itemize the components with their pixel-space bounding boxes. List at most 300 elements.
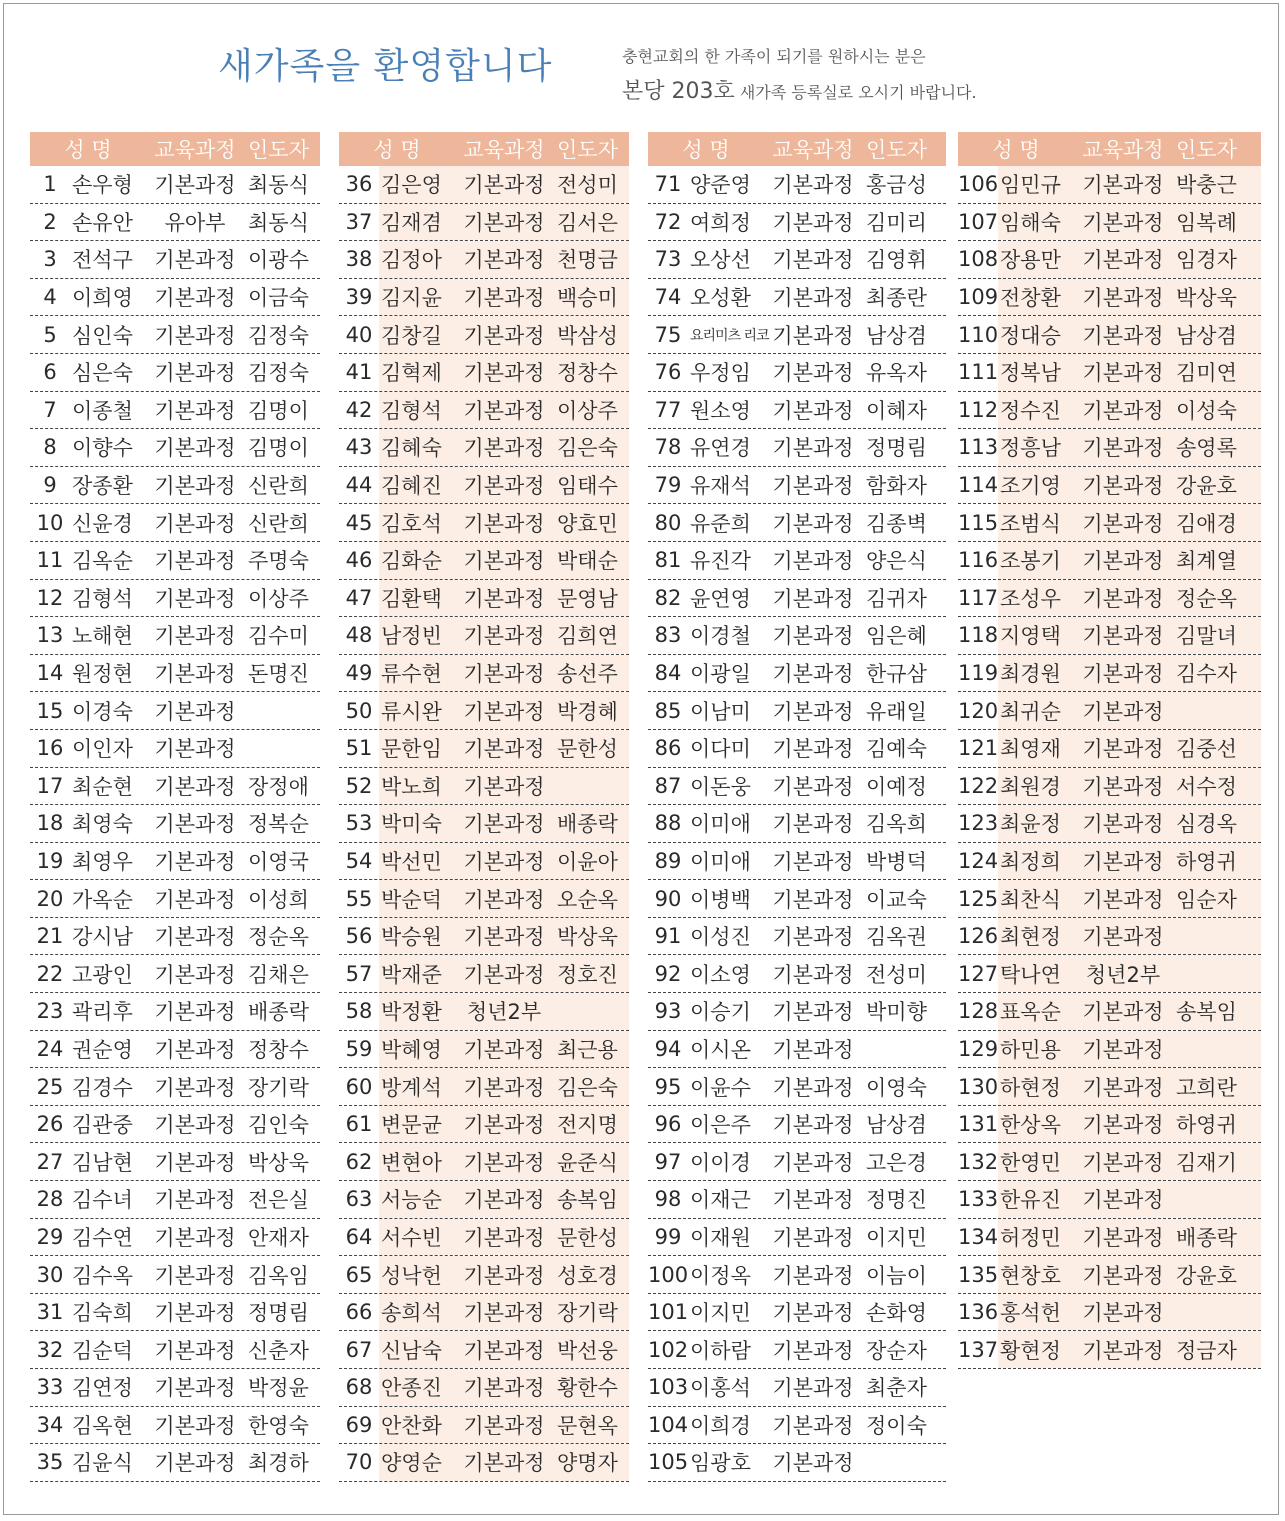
member-guide: 정창수 <box>248 1037 309 1062</box>
member-row <box>958 692 1261 730</box>
member-number: 79 <box>654 473 682 498</box>
member-row <box>648 692 946 730</box>
member-guide: 오순옥 <box>553 880 629 917</box>
member-row <box>30 1143 320 1181</box>
member-name: 유준희 <box>690 511 751 536</box>
member-course: 기본과정 <box>455 1369 553 1406</box>
member-number: 76 <box>654 360 682 385</box>
member-number: 16 <box>36 736 64 761</box>
member-guide: 장기락 <box>248 1075 309 1100</box>
member-row <box>648 1444 946 1482</box>
member-guide: 김미리 <box>866 210 927 235</box>
member-course: 기본과정 <box>455 429 553 466</box>
member-row <box>339 241 629 279</box>
member-guide: 송선주 <box>553 655 629 692</box>
member-name: 김숙희 <box>72 1301 133 1326</box>
member-guide: 임태수 <box>553 467 629 504</box>
member-guide: 임은혜 <box>866 624 927 649</box>
member-row <box>648 1068 946 1106</box>
member-name: 정흥남 <box>998 429 1074 466</box>
member-number: 80 <box>654 510 682 535</box>
member-number: 68 <box>345 1375 373 1400</box>
member-guide: 문한성 <box>553 730 629 767</box>
member-number: 54 <box>345 848 373 873</box>
member-row <box>648 429 946 467</box>
member-name: 박승원 <box>379 918 455 955</box>
member-number: 57 <box>345 961 373 986</box>
member-number: 133 <box>958 1187 999 1212</box>
member-name: 이이경 <box>690 1150 751 1175</box>
member-guide <box>862 1031 946 1068</box>
member-guide: 최근용 <box>553 1031 629 1068</box>
member-row <box>648 166 946 204</box>
member-guide: 박상욱 <box>1172 279 1261 316</box>
member-row <box>30 1294 320 1332</box>
member-row <box>30 1331 320 1369</box>
member-course: 기본과정 <box>772 210 854 235</box>
member-guide: 최경하 <box>248 1451 309 1476</box>
member-row <box>30 316 320 354</box>
member-name: 이미애 <box>690 812 751 837</box>
member-name: 유재석 <box>690 474 751 499</box>
member-row <box>958 880 1261 918</box>
member-number: 32 <box>36 1337 64 1362</box>
member-row <box>339 429 629 467</box>
member-name: 조봉기 <box>998 542 1074 579</box>
member-course: 기본과정 <box>772 812 854 837</box>
header-name: 성 명 <box>992 138 1040 162</box>
member-row <box>648 1106 946 1144</box>
member-name: 이윤수 <box>690 1075 751 1100</box>
member-number: 83 <box>654 623 682 648</box>
member-course: 기본과정 <box>455 1407 553 1444</box>
member-course: 기본과정 <box>455 1331 553 1368</box>
member-row <box>648 1256 946 1294</box>
member-name: 이정옥 <box>690 1263 751 1288</box>
member-guide: 김은숙 <box>553 429 629 466</box>
member-column-4 <box>958 132 1261 1369</box>
member-name: 박미숙 <box>379 805 455 842</box>
member-row <box>958 204 1261 242</box>
member-guide: 심경옥 <box>1172 805 1261 842</box>
member-name: 이경철 <box>690 624 751 649</box>
member-guide <box>1172 918 1261 955</box>
member-name: 권순영 <box>72 1037 133 1062</box>
member-name: 이병백 <box>690 887 751 912</box>
member-guide: 송복임 <box>553 1181 629 1218</box>
member-name: 김옥순 <box>72 549 133 574</box>
member-number: 92 <box>654 961 682 986</box>
member-number: 135 <box>958 1262 999 1287</box>
member-guide: 임순자 <box>1172 880 1261 917</box>
member-guide: 정순옥 <box>1172 580 1261 617</box>
member-guide: 전성미 <box>866 962 927 987</box>
member-course: 기본과정 <box>154 586 236 611</box>
member-row <box>958 279 1261 317</box>
member-course: 기본과정 <box>772 361 854 386</box>
member-guide: 서수정 <box>1172 768 1261 805</box>
member-row <box>339 504 629 542</box>
member-number: 107 <box>958 209 999 234</box>
member-guide: 박삼성 <box>553 316 629 353</box>
header-guide: 인도자 <box>557 138 618 162</box>
member-name: 김정아 <box>379 241 455 278</box>
member-course: 청년2부 <box>455 993 553 1030</box>
member-row <box>339 692 629 730</box>
member-number: 113 <box>958 435 999 460</box>
member-row <box>339 1143 629 1181</box>
member-row <box>339 1294 629 1332</box>
member-course: 기본과정 <box>455 1068 553 1105</box>
member-guide: 박경혜 <box>553 692 629 729</box>
registration-note-line1: 충현교회의 한 가족이 되기를 원하시는 분은 <box>622 47 926 66</box>
member-name: 노해현 <box>72 624 133 649</box>
member-row <box>339 580 629 618</box>
member-guide: 임복례 <box>1172 204 1261 241</box>
member-number: 4 <box>43 285 57 310</box>
member-number: 136 <box>958 1300 999 1325</box>
member-number: 90 <box>654 886 682 911</box>
member-guide: 이윤아 <box>553 843 629 880</box>
header-course: 교육과정 <box>1082 138 1164 162</box>
member-name: 손유안 <box>72 210 133 235</box>
member-number: 61 <box>345 1112 373 1137</box>
member-number: 1 <box>43 172 57 197</box>
member-course: 기본과정 <box>154 474 236 499</box>
member-name: 최원경 <box>998 768 1074 805</box>
member-course: 기본과정 <box>455 918 553 955</box>
member-course: 기본과정 <box>154 286 236 311</box>
member-guide: 이지민 <box>866 1225 927 1250</box>
member-number: 98 <box>654 1187 682 1212</box>
member-name: 조기영 <box>998 467 1074 504</box>
member-number: 40 <box>345 322 373 347</box>
member-number: 91 <box>654 924 682 949</box>
member-number: 89 <box>654 848 682 873</box>
member-name: 유진각 <box>690 549 751 574</box>
member-number: 118 <box>958 623 999 648</box>
member-guide: 하영귀 <box>1172 843 1261 880</box>
member-number: 35 <box>36 1450 64 1475</box>
member-guide: 박상욱 <box>248 1150 309 1175</box>
member-row <box>958 542 1261 580</box>
member-number: 123 <box>958 811 999 836</box>
member-row <box>30 730 320 768</box>
member-guide: 정창수 <box>553 354 629 391</box>
member-course: 기본과정 <box>455 768 553 805</box>
member-course: 기본과정 <box>772 1376 854 1401</box>
member-name: 하현정 <box>998 1068 1074 1105</box>
member-name: 이미애 <box>690 849 751 874</box>
member-guide <box>1172 1031 1261 1068</box>
member-course: 기본과정 <box>1074 1256 1172 1293</box>
member-number: 71 <box>654 172 682 197</box>
member-name: 이재원 <box>690 1225 751 1250</box>
member-row <box>648 1181 946 1219</box>
member-course: 기본과정 <box>455 1143 553 1180</box>
member-row <box>30 166 320 204</box>
member-number: 81 <box>654 548 682 573</box>
member-course: 기본과정 <box>1074 730 1172 767</box>
member-guide: 신춘자 <box>248 1338 309 1363</box>
member-name: 여희정 <box>690 210 751 235</box>
member-course: 기본과정 <box>772 1037 854 1062</box>
member-row <box>339 918 629 956</box>
member-guide: 이상주 <box>553 392 629 429</box>
member-course: 기본과정 <box>154 549 236 574</box>
member-name: 김재겸 <box>379 204 455 241</box>
member-name: 심인숙 <box>72 323 133 348</box>
member-course: 기본과정 <box>1074 241 1172 278</box>
member-number: 110 <box>958 322 999 347</box>
member-course: 기본과정 <box>455 166 553 203</box>
member-number: 11 <box>36 548 64 573</box>
member-row <box>30 392 320 430</box>
member-guide: 최종란 <box>866 286 927 311</box>
member-number: 134 <box>958 1224 999 1249</box>
member-row <box>30 1106 320 1144</box>
member-name: 윤연영 <box>690 586 751 611</box>
member-row <box>30 805 320 843</box>
member-course: 기본과정 <box>455 1106 553 1143</box>
member-guide: 남상겸 <box>1172 316 1261 353</box>
member-row <box>339 880 629 918</box>
member-course: 기본과정 <box>154 1037 236 1062</box>
member-guide: 손화영 <box>866 1301 927 1326</box>
member-row <box>648 843 946 881</box>
member-guide: 김명이 <box>248 398 309 423</box>
member-number: 88 <box>654 811 682 836</box>
member-row <box>339 204 629 242</box>
member-row <box>958 354 1261 392</box>
member-course: 기본과정 <box>772 474 854 499</box>
member-name: 최경원 <box>998 655 1074 692</box>
member-guide: 윤준식 <box>553 1143 629 1180</box>
member-row <box>648 955 946 993</box>
member-course: 기본과정 <box>1074 1181 1172 1218</box>
member-number: 121 <box>958 736 999 761</box>
member-name: 김연정 <box>72 1376 133 1401</box>
member-course: 기본과정 <box>154 361 236 386</box>
member-row <box>339 1031 629 1069</box>
member-number: 18 <box>36 811 64 836</box>
member-row <box>339 768 629 806</box>
member-row <box>958 730 1261 768</box>
member-course: 기본과정 <box>1074 279 1172 316</box>
member-course: 기본과정 <box>1074 354 1172 391</box>
member-name: 이돈웅 <box>690 774 751 799</box>
member-name: 요리미츠 리코 <box>690 327 769 344</box>
member-row <box>30 580 320 618</box>
member-guide: 최동식 <box>248 210 309 235</box>
member-number: 105 <box>648 1450 689 1475</box>
member-row <box>339 1407 629 1445</box>
member-number: 119 <box>958 661 999 686</box>
member-number: 94 <box>654 1036 682 1061</box>
member-guide: 김종벽 <box>866 511 927 536</box>
member-course: 기본과정 <box>154 398 236 423</box>
member-guide: 김수미 <box>248 624 309 649</box>
member-row <box>30 617 320 655</box>
member-name: 김수녀 <box>72 1188 133 1213</box>
member-course: 기본과정 <box>154 925 236 950</box>
member-name: 김수연 <box>72 1225 133 1250</box>
member-number: 44 <box>345 473 373 498</box>
member-row <box>30 279 320 317</box>
member-number: 95 <box>654 1074 682 1099</box>
member-guide: 정호진 <box>553 955 629 992</box>
member-number: 48 <box>345 623 373 648</box>
member-number: 109 <box>958 285 999 310</box>
member-course: 기본과정 <box>455 354 553 391</box>
member-number: 12 <box>36 585 64 610</box>
member-row <box>958 241 1261 279</box>
member-number: 108 <box>958 247 999 272</box>
member-guide <box>1172 1294 1261 1331</box>
member-row <box>30 542 320 580</box>
member-course: 기본과정 <box>1074 316 1172 353</box>
member-number: 77 <box>654 397 682 422</box>
member-name: 최귀순 <box>998 692 1074 729</box>
member-row <box>30 692 320 730</box>
member-guide: 유래일 <box>866 699 927 724</box>
member-guide: 이성숙 <box>1172 392 1261 429</box>
member-guide: 김옥권 <box>866 925 927 950</box>
member-course: 기본과정 <box>772 1338 854 1363</box>
member-guide: 신란희 <box>248 511 309 536</box>
member-row <box>339 467 629 505</box>
member-number: 41 <box>345 360 373 385</box>
member-name: 신남숙 <box>379 1331 455 1368</box>
member-number: 126 <box>958 924 999 949</box>
member-name: 전창환 <box>998 279 1074 316</box>
member-row <box>339 354 629 392</box>
member-row <box>958 768 1261 806</box>
member-course: 기본과정 <box>154 511 236 536</box>
member-course: 기본과정 <box>154 248 236 273</box>
member-course: 기본과정 <box>1074 617 1172 654</box>
member-course: 기본과정 <box>1074 429 1172 466</box>
member-number: 75 <box>654 322 682 347</box>
column-header <box>648 132 946 166</box>
member-course: 기본과정 <box>772 737 854 762</box>
member-name: 박노희 <box>379 768 455 805</box>
member-name: 양준영 <box>690 173 751 198</box>
member-guide: 최춘자 <box>866 1376 927 1401</box>
member-number: 137 <box>958 1337 999 1362</box>
member-name: 김경수 <box>72 1075 133 1100</box>
member-row <box>648 316 946 354</box>
member-guide: 배종락 <box>1172 1219 1261 1256</box>
member-row <box>30 1369 320 1407</box>
member-name: 이소영 <box>690 962 751 987</box>
member-row <box>30 1256 320 1294</box>
member-guide: 고희란 <box>1172 1068 1261 1105</box>
member-number: 114 <box>958 473 999 498</box>
member-name: 이시온 <box>690 1037 751 1062</box>
member-name: 이종철 <box>72 398 133 423</box>
member-column-2 <box>339 132 629 1482</box>
member-number: 46 <box>345 548 373 573</box>
member-name: 유연경 <box>690 436 751 461</box>
member-number: 104 <box>648 1412 689 1437</box>
member-number: 53 <box>345 811 373 836</box>
header-name: 성 명 <box>64 138 112 162</box>
member-guide: 백승미 <box>553 279 629 316</box>
member-number: 56 <box>345 924 373 949</box>
member-number: 25 <box>36 1074 64 1099</box>
member-name: 임민규 <box>998 166 1074 203</box>
member-course: 기본과정 <box>154 436 236 461</box>
member-guide: 김희연 <box>553 617 629 654</box>
member-name: 전석구 <box>72 248 133 273</box>
member-number: 130 <box>958 1074 999 1099</box>
member-row <box>30 241 320 279</box>
member-guide: 김명이 <box>248 436 309 461</box>
member-guide <box>1172 1181 1261 1218</box>
member-guide: 문현옥 <box>553 1407 629 1444</box>
member-guide: 남상겸 <box>866 1113 927 1138</box>
member-course: 기본과정 <box>154 1225 236 1250</box>
member-course: 기본과정 <box>772 887 854 912</box>
member-number: 106 <box>958 172 999 197</box>
member-course: 기본과정 <box>455 730 553 767</box>
member-number: 58 <box>345 999 373 1024</box>
member-number: 27 <box>36 1149 64 1174</box>
member-name: 서능순 <box>379 1181 455 1218</box>
member-row <box>958 1068 1261 1106</box>
member-row <box>339 1219 629 1257</box>
member-guide <box>1172 955 1261 992</box>
member-row <box>339 655 629 693</box>
member-row <box>648 467 946 505</box>
member-name: 서수빈 <box>379 1219 455 1256</box>
member-guide: 김수자 <box>1172 655 1261 692</box>
member-row <box>30 504 320 542</box>
member-number: 73 <box>654 247 682 272</box>
member-name: 김형석 <box>379 392 455 429</box>
member-number: 111 <box>958 360 999 385</box>
member-course: 기본과정 <box>154 1000 236 1025</box>
member-name: 황현정 <box>998 1331 1074 1368</box>
member-name: 이희경 <box>690 1413 751 1438</box>
member-number: 5 <box>43 322 57 347</box>
member-guide: 한영숙 <box>248 1413 309 1438</box>
member-guide: 문한성 <box>553 1219 629 1256</box>
member-row <box>30 880 320 918</box>
member-guide: 정명진 <box>866 1188 927 1213</box>
member-name: 김형석 <box>72 586 133 611</box>
member-name: 안찬화 <box>379 1407 455 1444</box>
member-row <box>648 880 946 918</box>
member-name: 현창호 <box>998 1256 1074 1293</box>
column-header <box>339 132 629 166</box>
member-guide: 김옥임 <box>248 1263 309 1288</box>
member-course: 기본과정 <box>1074 1143 1172 1180</box>
member-course: 기본과정 <box>1074 843 1172 880</box>
member-guide: 김은숙 <box>553 1068 629 1105</box>
member-row <box>648 354 946 392</box>
member-row <box>30 354 320 392</box>
member-guide: 박병덕 <box>866 849 927 874</box>
member-guide: 김애경 <box>1172 504 1261 541</box>
member-number: 127 <box>958 961 999 986</box>
member-number: 20 <box>36 886 64 911</box>
member-number: 97 <box>654 1149 682 1174</box>
member-name: 남정빈 <box>379 617 455 654</box>
member-row <box>958 955 1261 993</box>
member-row <box>339 1369 629 1407</box>
